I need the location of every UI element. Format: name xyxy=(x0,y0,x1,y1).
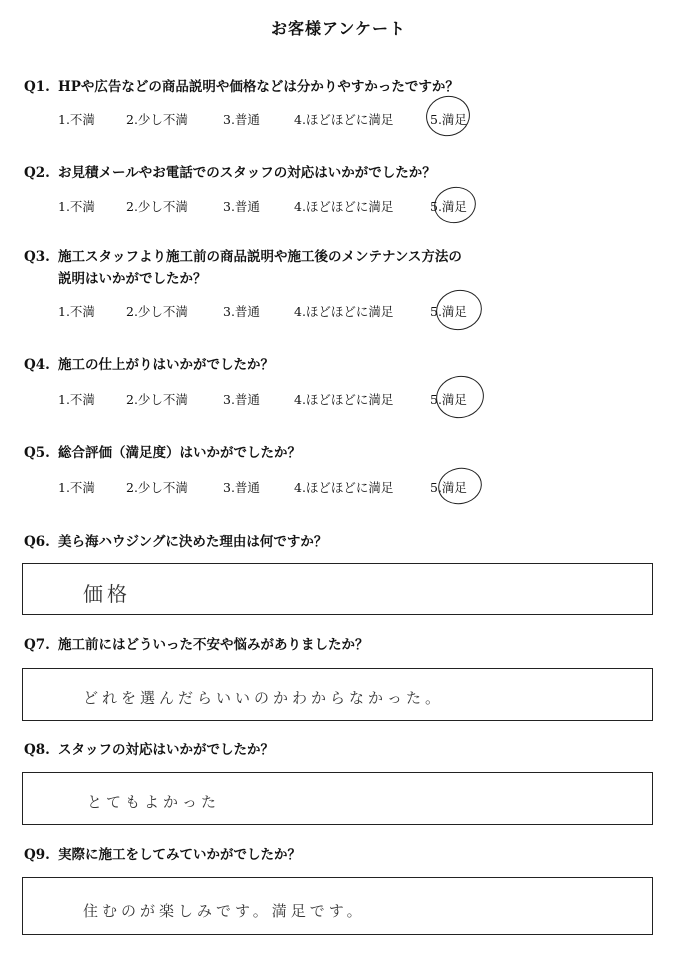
selection-circle xyxy=(432,286,485,335)
question-number: Q2. xyxy=(24,165,50,181)
question-5 xyxy=(24,442,654,464)
selection-circle xyxy=(422,92,473,140)
answer-box-q7[interactable] xyxy=(22,668,653,721)
handwritten-answer: とてもよかった xyxy=(87,793,221,811)
question-3 xyxy=(24,246,654,290)
answer-box-q8[interactable] xyxy=(22,772,653,825)
handwritten-answer: どれを選んだらいいのかわからなかった。 xyxy=(83,689,445,707)
option-2[interactable]: 2.少し不満 xyxy=(126,480,188,495)
question-number: Q4. xyxy=(24,357,50,373)
option-4[interactable]: 4.ほどほどに満足 xyxy=(294,480,394,495)
answer-box-q6[interactable] xyxy=(22,563,653,615)
question-2 xyxy=(24,162,654,184)
option-5-selected[interactable]: 5.満足 xyxy=(430,199,467,214)
option-3[interactable]: 3.普通 xyxy=(223,199,260,214)
option-2[interactable]: 2.少し不満 xyxy=(126,392,188,407)
question-text: 実際に施工をしてみていかがでしたか？ xyxy=(58,847,301,863)
option-2[interactable]: 2.少し不満 xyxy=(126,199,188,214)
option-3[interactable]: 3.普通 xyxy=(223,392,260,407)
question-text-line2: 説明はいかがでしたか？ xyxy=(58,271,207,287)
question-1 xyxy=(24,76,654,98)
question-text: 美ら海ハウジングに決めた理由は何ですか？ xyxy=(58,534,328,550)
question-number: Q5. xyxy=(24,445,50,461)
option-5-selected[interactable]: 5.満足 xyxy=(430,112,467,127)
option-3[interactable]: 3.普通 xyxy=(223,112,260,127)
question-text: スタッフの対応はいかがでしたか？ xyxy=(58,742,274,758)
option-4[interactable]: 4.ほどほどに満足 xyxy=(294,199,394,214)
question-text: 施工スタッフより施工前の商品説明や施工後のメンテナンス方法の xyxy=(58,249,462,265)
handwritten-answer: 住むのが楽しみです。満足です。 xyxy=(83,902,366,920)
question-text: お見積メールやお電話でのスタッフの対応はいかがでしたか？ xyxy=(58,165,436,181)
question-9 xyxy=(24,844,654,866)
survey-title: お客様アンケート xyxy=(270,19,407,38)
handwritten-answer: 価格 xyxy=(83,582,131,606)
question-text: 施工の仕上がりはいかがでしたか？ xyxy=(58,357,274,373)
question-number: Q6. xyxy=(24,534,50,550)
question-number: Q7. xyxy=(24,637,50,653)
option-1[interactable]: 1.不満 xyxy=(58,480,95,495)
option-5-selected[interactable]: 5.満足 xyxy=(430,304,467,319)
question-number: Q9. xyxy=(24,847,50,863)
option-4[interactable]: 4.ほどほどに満足 xyxy=(294,304,394,319)
option-5-selected[interactable]: 5.満足 xyxy=(430,392,467,407)
option-3[interactable]: 3.普通 xyxy=(223,480,260,495)
option-4[interactable]: 4.ほどほどに満足 xyxy=(294,392,394,407)
selection-circle xyxy=(432,371,488,422)
question-text: HPや広告などの商品説明や価格などは分かりやすかったですか？ xyxy=(58,79,459,95)
option-1[interactable]: 1.不満 xyxy=(58,112,95,127)
option-1[interactable]: 1.不満 xyxy=(58,304,95,319)
question-text: 施工前にはどういった不安や悩みがありましたか？ xyxy=(58,637,369,653)
question-number: Q3. xyxy=(24,249,50,265)
question-number: Q8. xyxy=(24,742,50,758)
question-7 xyxy=(24,634,654,656)
option-2[interactable]: 2.少し不満 xyxy=(126,112,188,127)
selection-circle xyxy=(435,464,486,508)
question-6 xyxy=(24,531,654,553)
question-number: Q1. xyxy=(24,79,50,95)
question-text: 総合評価（満足度）はいかがでしたか？ xyxy=(58,445,301,461)
option-1[interactable]: 1.不満 xyxy=(58,392,95,407)
option-5-selected[interactable]: 5.満足 xyxy=(430,480,467,495)
option-2[interactable]: 2.少し不満 xyxy=(126,304,188,319)
question-8 xyxy=(24,739,654,761)
answer-box-q9[interactable] xyxy=(22,877,653,935)
selection-circle xyxy=(431,183,480,227)
option-1[interactable]: 1.不満 xyxy=(58,199,95,214)
option-3[interactable]: 3.普通 xyxy=(223,304,260,319)
question-4 xyxy=(24,354,654,376)
option-4[interactable]: 4.ほどほどに満足 xyxy=(294,112,394,127)
